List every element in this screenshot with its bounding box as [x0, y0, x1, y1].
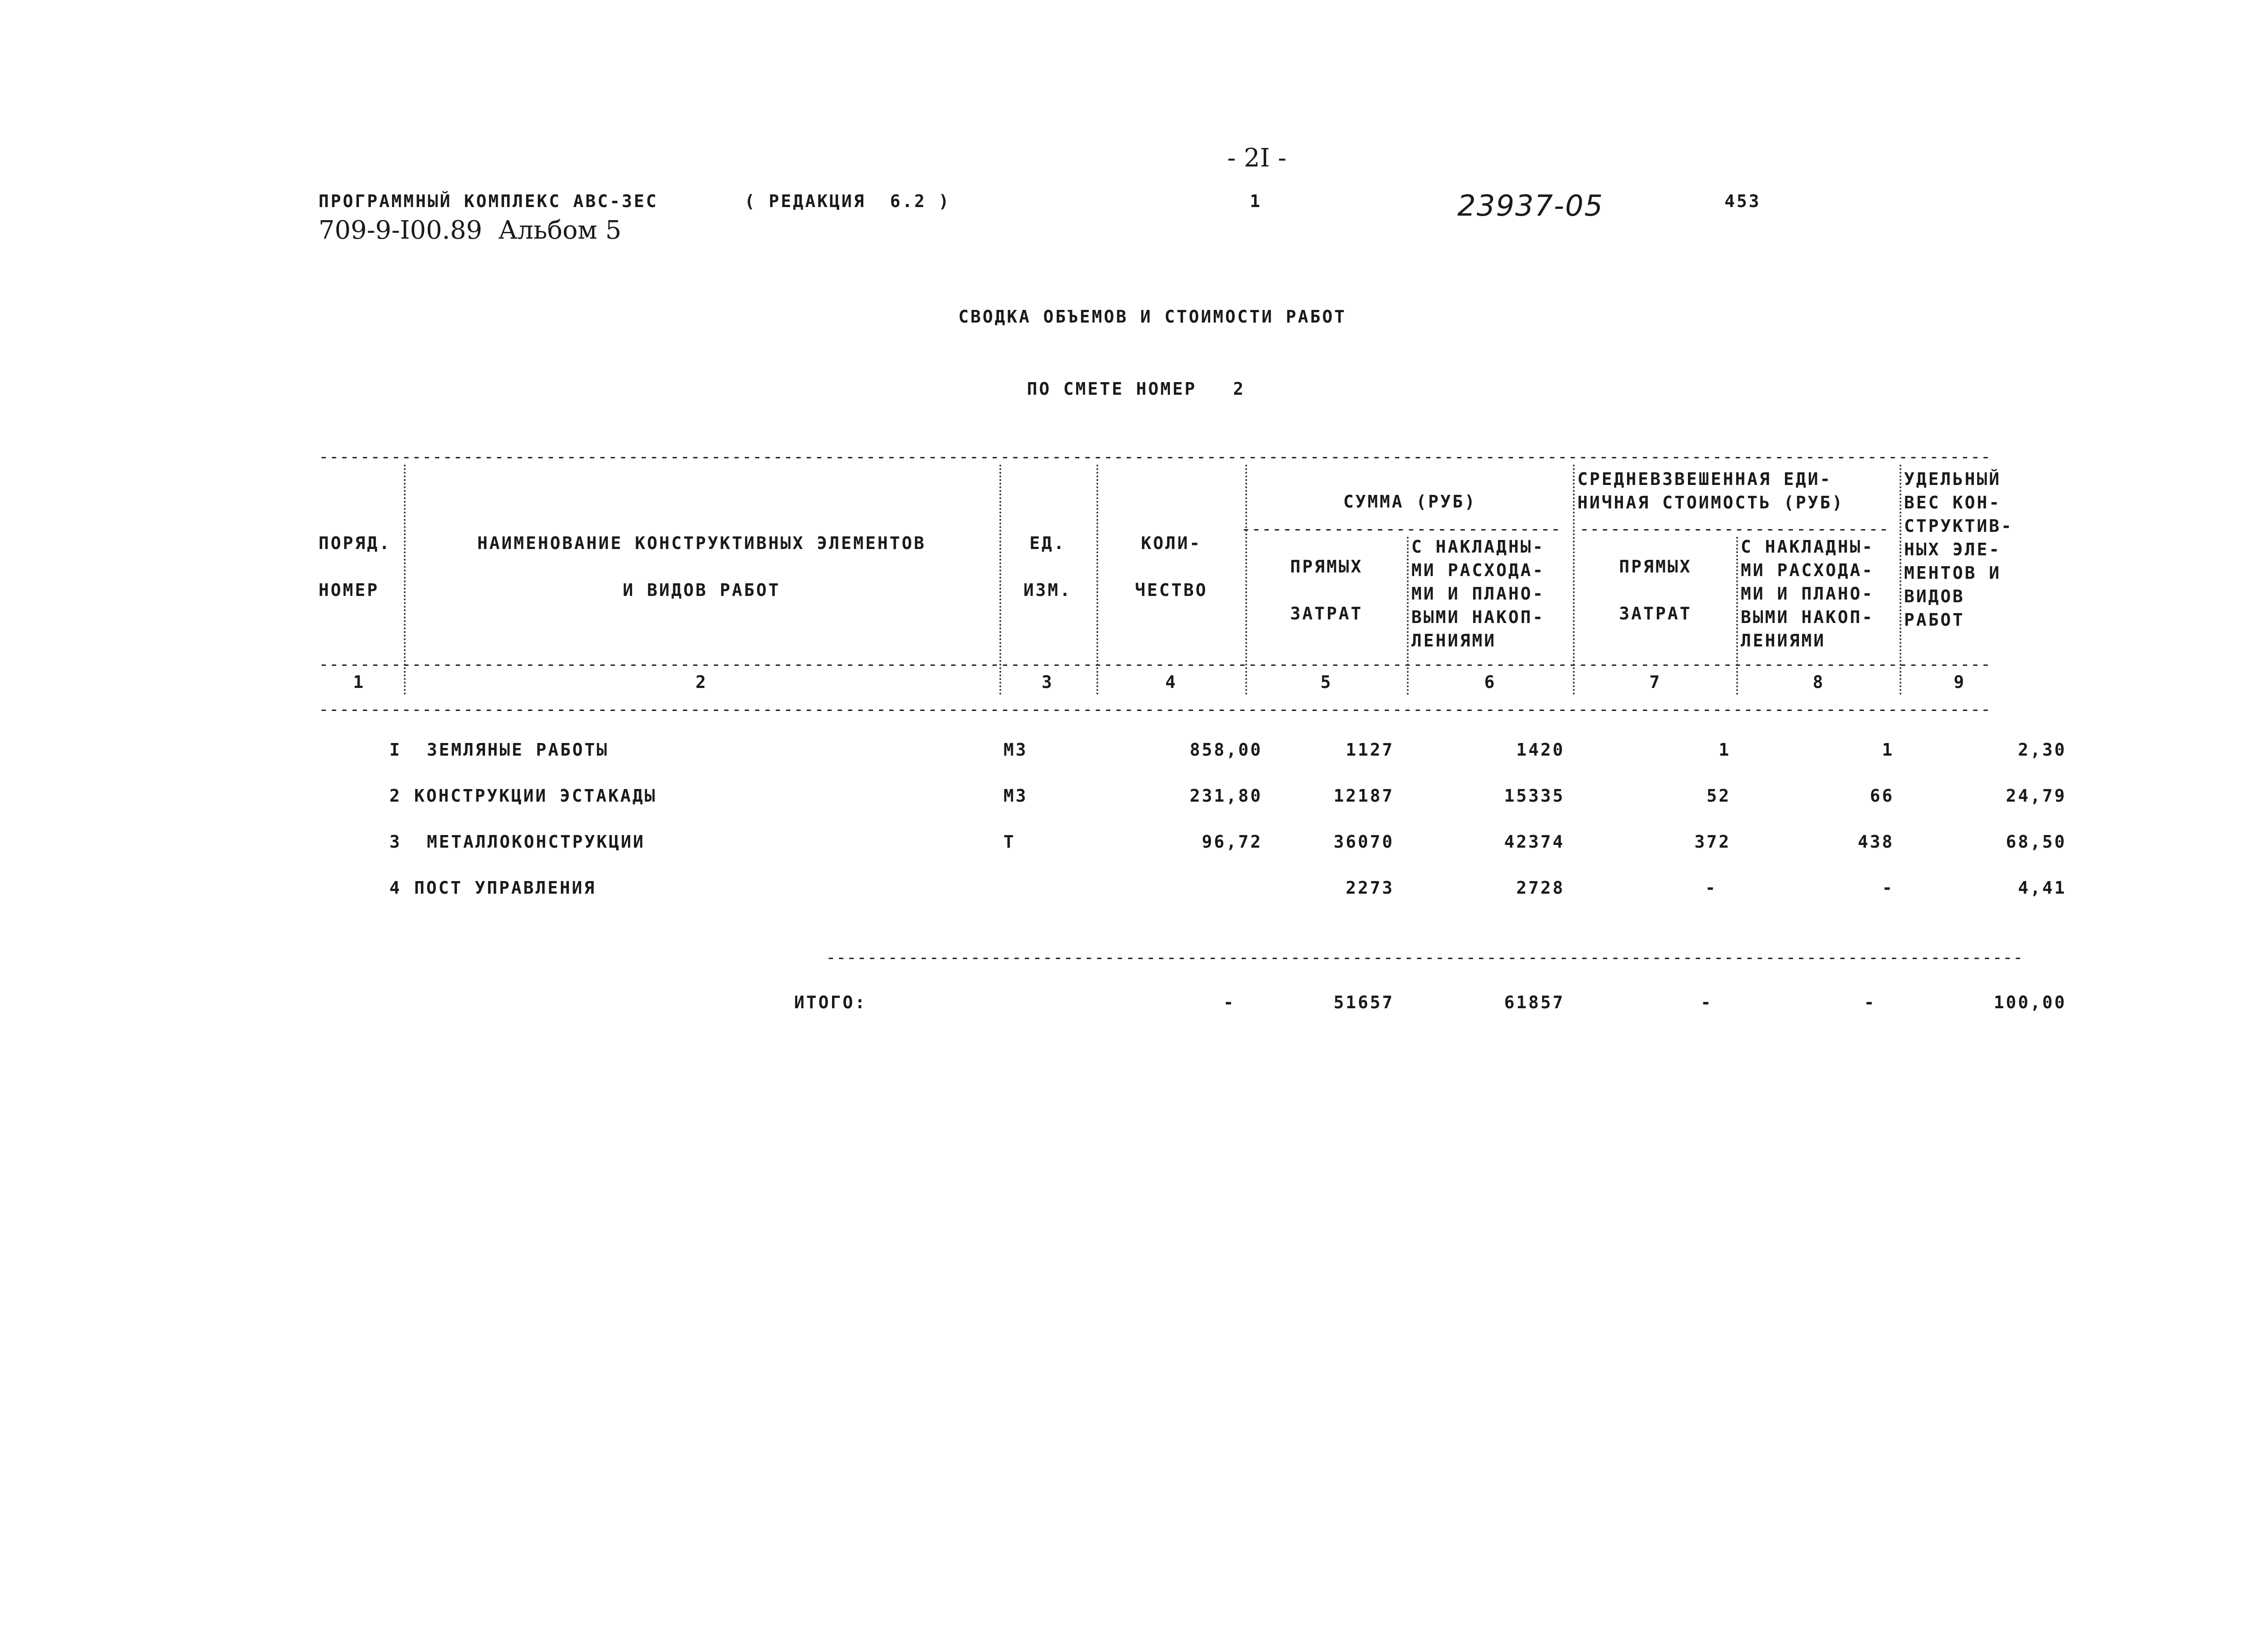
sheet-number: 1	[1250, 191, 1262, 211]
header-sum-overhead-1: С НАКЛАДНЫ-	[1411, 537, 1545, 557]
row-avg-overhead: 1	[1882, 740, 1894, 760]
row-avg-direct: 372	[1694, 832, 1731, 852]
header-sum-overhead-2: МИ РАСХОДА-	[1411, 560, 1545, 580]
header-avg-direct-2: ЗАТРАТ	[1619, 604, 1692, 623]
handwritten-number: 23937-05	[1457, 189, 1604, 223]
total-avg-direct: -	[1701, 992, 1713, 1012]
header-sum-overhead-3: МИ И ПЛАНО-	[1411, 584, 1545, 604]
colnum-3: 3	[1041, 672, 1054, 692]
row-name: МЕТАЛЛОКОНСТРУКЦИИ	[427, 832, 645, 852]
colnum-bottom-rule: ------------------------------------------------------------------------------------------------------------------------------------------------------------------	[319, 699, 1991, 719]
row-avg-overhead: -	[1882, 878, 1894, 898]
row-unit: Т	[1003, 832, 1016, 852]
header-avg-direct-1: ПРЯМЫХ	[1619, 557, 1692, 577]
col-sep-6	[1573, 465, 1575, 695]
header-weight-6: ВИДОВ	[1904, 586, 1965, 606]
document-subtitle: ПО СМЕТЕ НОМЕР 2	[1027, 379, 1245, 399]
document-reference: 709-9-I00.89 Альбом 5	[319, 216, 622, 245]
total-rule: --------------------------------------------------------------------------------------------------------------------	[826, 947, 2023, 967]
header-unit-1: ЕД.	[1029, 533, 1066, 553]
col-sep-1	[404, 465, 406, 695]
header-bottom-rule: ------------------------------------------------------------------------------------------------------------------------------------------------------------------	[319, 654, 1991, 674]
row-weight: 68,50	[2006, 832, 2066, 852]
header-sum-overhead-4: ВЫМИ НАКОП-	[1411, 607, 1545, 627]
row-overhead: 42374	[1504, 832, 1565, 852]
total-overhead: 61857	[1504, 992, 1565, 1012]
row-direct: 12187	[1333, 786, 1394, 806]
total-avg-overhead: -	[1864, 992, 1876, 1012]
header-avg-overhead-1: С НАКЛАДНЫ-	[1741, 537, 1874, 557]
header-sum-direct-2: ЗАТРАТ	[1290, 604, 1363, 623]
header-weight-5: МЕНТОВ И	[1904, 563, 2002, 583]
row-name: ПОСТ УПРАВЛЕНИЯ	[414, 878, 596, 898]
row-avg-overhead: 438	[1858, 832, 1894, 852]
row-direct: 2273	[1345, 878, 1394, 898]
edition: ( РЕДАКЦИЯ 6.2 )	[744, 191, 951, 211]
header-avg-overhead-2: МИ РАСХОДА-	[1741, 560, 1874, 580]
header-avg-group-1: СРЕДНЕВЗВЕШЕННАЯ ЕДИ-	[1577, 469, 1832, 489]
header-sum-overhead-5: ЛЕНИЯМИ	[1411, 631, 1497, 651]
header-weight-2: ВЕС КОН-	[1904, 493, 2002, 512]
col-sep-7	[1736, 537, 1738, 695]
colnum-1: 1	[353, 672, 365, 692]
row-avg-direct: 1	[1719, 740, 1731, 760]
header-avg-overhead-4: ВЫМИ НАКОП-	[1741, 607, 1874, 627]
row-overhead: 1420	[1516, 740, 1565, 760]
row-num: 2	[389, 786, 402, 806]
colnum-5: 5	[1320, 672, 1333, 692]
row-num: 3	[389, 832, 402, 852]
header-name-1: НАИМЕНОВАНИЕ КОНСТРУКТИВНЫХ ЭЛЕМЕНТОВ	[477, 533, 926, 553]
row-weight: 2,30	[2018, 740, 2066, 760]
col-sep-2	[999, 465, 1001, 695]
header-unit-2: ИЗМ.	[1023, 580, 1072, 600]
header-weight-4: НЫХ ЭЛЕ-	[1904, 540, 2002, 559]
colnum-8: 8	[1812, 672, 1825, 692]
program-name: ПРОГРАММНЫЙ КОМПЛЕКС АВС-ЗЕС	[319, 191, 658, 211]
row-qty: 231,80	[1189, 786, 1262, 806]
row-direct: 36070	[1333, 832, 1394, 852]
total-weight: 100,00	[1993, 992, 2066, 1012]
row-direct: 1127	[1345, 740, 1394, 760]
row-avg-direct: -	[1705, 878, 1717, 898]
row-avg-direct: 52	[1706, 786, 1731, 806]
sum-group-rule: -------------------------------	[1241, 519, 1561, 539]
header-qty-2: ЧЕСТВО	[1135, 580, 1208, 600]
row-overhead: 15335	[1504, 786, 1565, 806]
row-unit: М3	[1003, 786, 1028, 806]
colnum-6: 6	[1484, 672, 1497, 692]
document-title: СВОДКА ОБЪЕМОВ И СТОИМОСТИ РАБОТ	[958, 307, 1347, 327]
header-order-1: ПОРЯД.	[319, 533, 392, 553]
col-sep-3	[1096, 465, 1098, 695]
row-unit: М3	[1003, 740, 1028, 760]
header-avg-overhead-5: ЛЕНИЯМИ	[1741, 631, 1826, 651]
header-weight-1: УДЕЛЬНЫЙ	[1904, 469, 2002, 489]
row-qty: 858,00	[1189, 740, 1262, 760]
row-qty: 96,72	[1202, 832, 1262, 852]
row-num: I	[389, 740, 402, 760]
colnum-2: 2	[695, 672, 708, 692]
table-top-rule: ------------------------------------------------------------------------------------------------------------------------------------------------------------------	[319, 447, 1991, 466]
total-direct: 51657	[1333, 992, 1394, 1012]
colnum-7: 7	[1649, 672, 1662, 692]
row-name: КОНСТРУКЦИИ ЭСТАКАДЫ	[414, 786, 657, 806]
header-weight-7: РАБОТ	[1904, 610, 1965, 630]
header-qty-1: КОЛИ-	[1141, 533, 1202, 553]
header-order-2: НОМЕР	[319, 580, 379, 600]
colnum-9: 9	[1954, 672, 1966, 692]
col-sep-4	[1245, 465, 1247, 695]
avg-group-rule: ------------------------------	[1579, 519, 1889, 539]
total-qty: -	[1223, 992, 1235, 1012]
row-num: 4	[389, 878, 402, 898]
row-name: ЗЕМЛЯНЫЕ РАБОТЫ	[427, 740, 609, 760]
header-name-2: И ВИДОВ РАБОТ	[623, 580, 781, 600]
total-label: ИТОГО:	[794, 992, 867, 1012]
doc-code: 453	[1724, 191, 1761, 211]
header-avg-overhead-3: МИ И ПЛАНО-	[1741, 584, 1874, 604]
row-weight: 4,41	[2018, 878, 2066, 898]
colnum-4: 4	[1165, 672, 1178, 692]
row-overhead: 2728	[1516, 878, 1565, 898]
page-number: - 2I -	[1227, 143, 1287, 173]
header-sum-direct-1: ПРЯМЫХ	[1290, 557, 1363, 577]
col-sep-5	[1407, 537, 1409, 695]
header-weight-3: СТРУКТИВ-	[1904, 516, 2013, 536]
row-avg-overhead: 66	[1870, 786, 1894, 806]
header-sum-group: СУММА (РУБ)	[1343, 492, 1477, 512]
header-avg-group-2: НИЧНАЯ СТОИМОСТЬ (РУБ)	[1577, 493, 1845, 512]
col-sep-8	[1900, 465, 1901, 695]
row-weight: 24,79	[2006, 786, 2066, 806]
